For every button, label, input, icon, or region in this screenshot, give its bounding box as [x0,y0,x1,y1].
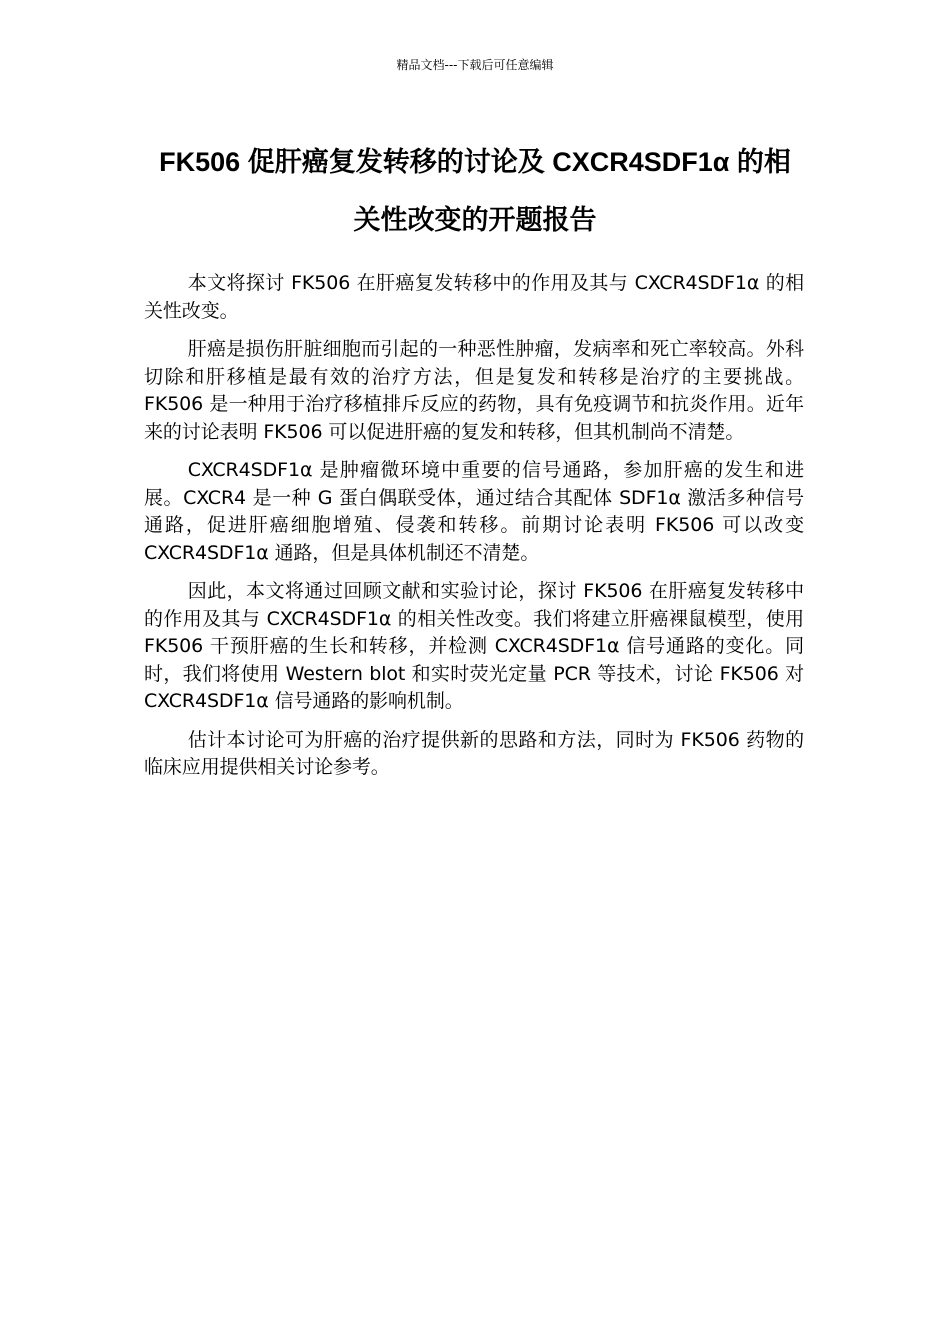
document-title-line-2: 关性改变的开题报告 [353,205,597,235]
paragraph-background: 肝癌是损伤肝脏细胞而引起的一种恶性肿瘤，发病率和死亡率较高。外科切除和肝移植是最有效的治疗方法，但是复发和转移是治疗的主要挑战。FK506 是一种用于治疗移植排斥反应的药物，具有免疫调节和抗炎作用。近年来的讨论表明 FK506 可以促进肝癌的复发和转移，但其机制尚不清楚。 [144,338,804,443]
paragraph-research-plan: 因此，本文将通过回顾文献和实验讨论，探讨 FK506 在肝癌复发转移中的作用及其与 CXCR4SDF1α 的相关性改变。我们将建立肝癌裸鼠模型，使用 FK506 干预肝癌的生长和转移，并检测 CXCR4SDF1α 信号通路的变化。同时，我们将使用 Western blot 和实时荧光定量 PCR 等技术，讨论 FK506 对 CXCR4SDF1α 信号通路的影响机制。 [144,580,804,712]
document-title [130,133,820,249]
page-header: 精品文档---下载后可任意编辑 [396,58,554,72]
paragraph-expected-outcome: 估计本讨论可为肝癌的治疗提供新的思路和方法，同时为 FK506 药物的临床应用提供相关讨论参考。 [144,728,804,778]
paragraph-intro: 本文将探讨 FK506 在肝癌复发转移中的作用及其与 CXCR4SDF1α 的相关性改变。 [144,272,804,322]
document-title-line-1: FK506 促肝癌复发转移的讨论及 CXCR4SDF1α 的相 [159,147,791,177]
paragraph-cxcr4-pathway: CXCR4SDF1α 是肿瘤微环境中重要的信号通路，参加肝癌的发生和进展。CXCR4 是一种 G 蛋白偶联受体，通过结合其配体 SDF1α 激活多种信号通路，促进肝癌细胞增殖、侵袭和转移。前期讨论表明 FK506 可以改变 CXCR4SDF1α 通路，但是具体机制还不清楚。 [144,459,804,564]
document-body [144,270,804,793]
